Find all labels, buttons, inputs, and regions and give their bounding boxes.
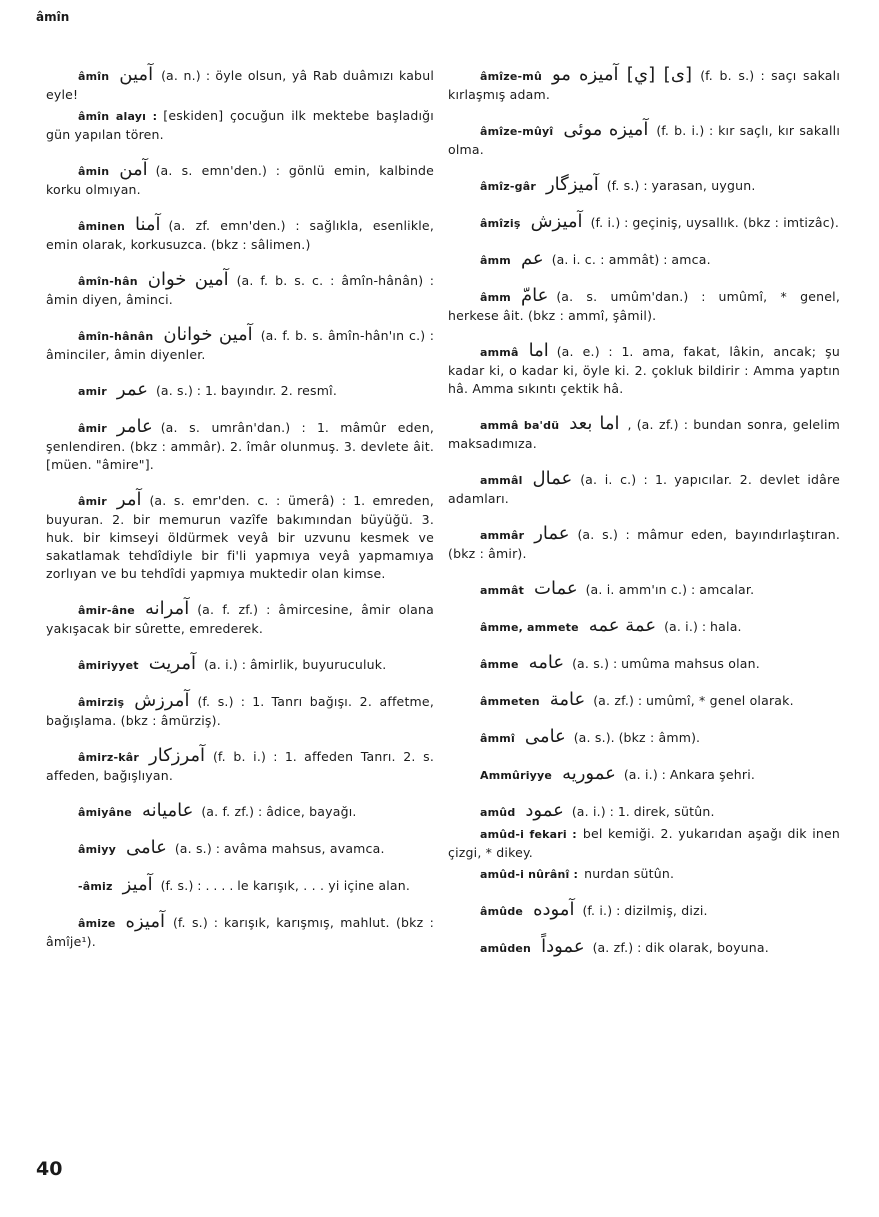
entry-headword: ammâ: [480, 346, 519, 359]
entry-headword: ammâr: [480, 529, 525, 542]
entry-arabic-script: عمار: [534, 523, 570, 544]
entry-definition: (a. n.) : öyle olsun, yâ Rab duâmızı kabul eyle!: [46, 68, 434, 102]
dictionary-entry: [448, 802, 840, 822]
entry-headword: âmir: [78, 422, 107, 435]
entry-arabic-script: آمين خوان: [147, 269, 229, 290]
entry-arabic-script: عمة عمه: [588, 615, 657, 636]
entry-definition: (a. i. c.) : 1. yapıcılar. 2. devlet idâre adamları.: [448, 472, 840, 506]
entry-arabic-script: عمات: [534, 578, 578, 599]
entry-definition: (a. f. b. s. âmîn-hân'ın c.) : âminciler, âmin diyenler.: [46, 328, 435, 362]
entry-headword: amûd-i nûrânî :: [480, 868, 579, 881]
entry-arabic-script: آموده: [533, 899, 575, 920]
entry-arabic-script: اما بعد: [569, 413, 620, 434]
dictionary-entry: [448, 825, 840, 862]
entry-definition: (a. s. emr'den. c. : ümerâ) : 1. emreden, buyuran. 2. bir memurun vazîfe bakımından büyüğü. 3. huk. bir kimseyi öldürmek veyâ bir uzvunu kesmek ve sakatlamak tehdîdiyle bir fi'li yapmıya veyâ yapmamıya zorlıyan ve bu tehdîdi yapmıya muktedir olan kimse.: [46, 493, 434, 581]
dictionary-entry: [448, 213, 840, 233]
entry-headword: âmîze-mûyî: [480, 125, 554, 138]
dictionary-entry: [448, 728, 840, 748]
entry-headword: âmîn: [78, 70, 110, 83]
entry-definition: (a. i.) : âmirlik, buyuruculuk.: [203, 657, 387, 672]
entry-arabic-script: عامة: [549, 689, 586, 710]
dictionary-entry: [448, 525, 840, 563]
entry-arabic-script: عامر: [116, 416, 153, 437]
entry-definition: (a. s.) : avâma mahsus, avamca.: [174, 841, 385, 856]
entry-arabic-script: عامى: [524, 726, 566, 747]
entry-definition: (a. e.) : 1. ama, fakat, lâkin, ancak; şu kadar ki, o kadar ki, öyle ki. 2. çokluk bildirir : Amma yaptın hâ. Amma sıkıntı çektik hâ.: [448, 344, 840, 396]
entry-definition: (f. i.) : geçiniş, uysallık. (bkz : imtizâc).: [590, 215, 840, 230]
dictionary-entry: [448, 765, 840, 785]
dictionary-entry: [46, 913, 434, 951]
dictionary-entry: [46, 655, 434, 675]
dictionary-entry: [448, 617, 840, 637]
entry-headword: amir: [78, 385, 107, 398]
entry-arabic-script: عمود: [525, 800, 564, 821]
entry-headword: ammâl: [480, 474, 523, 487]
page-number: 40: [36, 1158, 63, 1180]
entry-headword: amûd-i fekari :: [480, 828, 577, 841]
entry-arabic-script: آمر: [116, 489, 142, 510]
entry-definition: (f. i.) : dizilmiş, dizi.: [582, 903, 708, 918]
entry-arabic-script: آمين: [119, 64, 154, 85]
entry-arabic-script: آميزش: [530, 211, 583, 232]
entry-arabic-script: آمين خوانان: [163, 324, 253, 345]
entry-arabic-script: عمر: [116, 379, 148, 400]
dictionary-entry: [448, 176, 840, 196]
entry-definition: (a. i.) : Ankara şehri.: [623, 767, 756, 782]
entry-definition: (a. f. b. s. c. : âmîn-hânân) : âmin diyen, âminci.: [46, 273, 434, 307]
left-column: [46, 66, 434, 968]
entry-headword: âmiriyyet: [78, 659, 139, 672]
dictionary-entry: [448, 415, 840, 453]
dictionary-entry: [46, 747, 434, 785]
dictionary-entry: [448, 470, 840, 508]
entry-definition: , (a. zf.) : bundan sonra, gelelim maksadımıza.: [448, 417, 840, 451]
entry-definition: (a. i. c. : ammât) : amca.: [551, 252, 711, 267]
dictionary-entry: [448, 287, 840, 325]
dictionary-entry: [46, 802, 434, 822]
entry-headword: âmîn alayı :: [78, 110, 158, 123]
entry-headword: Ammûriyye: [480, 769, 553, 782]
entry-headword: âmirz-kâr: [78, 751, 140, 764]
entry-definition: (f. s.) : 1. Tanrı bağışı. 2. affetme, bağışlama. (bkz : âmürziş).: [46, 694, 434, 728]
entry-headword: âmiyy: [78, 843, 116, 856]
entry-headword: âmme, ammete: [480, 621, 579, 634]
entry-definition: (f. s.) : karışık, karışmış, mahlut. (bkz : âmîje¹).: [46, 915, 434, 949]
entry-definition: (f. b. s.) : saçı sakalı kırlaşmış adam.: [448, 68, 841, 102]
entry-headword: âmîziş: [480, 217, 521, 230]
entry-definition: (a. s.) : mâmur eden, bayındırlaştıran. (bkz : âmir).: [448, 527, 840, 561]
dictionary-entry: [448, 580, 840, 600]
entry-arabic-script: عامه: [528, 652, 565, 673]
dictionary-entry: [448, 938, 840, 958]
dictionary-entry: [46, 161, 434, 199]
entry-arabic-script: آميز: [122, 874, 153, 895]
entry-arabic-script: عموريه: [562, 763, 616, 784]
entry-definition: (a. s. emn'den.) : gönlü emin, kalbinde korku olmıyan.: [46, 163, 434, 197]
entry-definition: (f. s.) : . . . . le karışık, . . . yi içine alan.: [160, 878, 411, 893]
entry-arabic-script: آمن: [119, 159, 148, 180]
entry-headword: âmin: [78, 165, 110, 178]
entry-definition: (a. f. zf.) : âmircesine, âmir olana yakışacak bir sûrette, emrederek.: [46, 602, 434, 636]
entry-arabic-script: آميزگار: [545, 174, 599, 195]
entry-headword: amûden: [480, 942, 532, 955]
entry-headword: âmirziş: [78, 696, 125, 709]
dictionary-entry: [46, 600, 434, 638]
dictionary-entry: [46, 418, 434, 474]
entry-headword: âmme: [480, 658, 519, 671]
entry-headword: ammâ ba'dü: [480, 419, 560, 432]
entry-definition: (a. zf.) : umûmî, * genel olarak.: [593, 693, 794, 708]
entry-headword: âmîz-gâr: [480, 180, 536, 193]
entry-definition: (a. s. umrân'dan.) : 1. mâmûr eden, şenlendiren. (bkz : ammâr). 2. îmâr olunmuş. 3. devlete âit. [müen. "âmire"].: [46, 420, 434, 472]
entry-definition: (a. zf.) : dik olarak, boyuna.: [592, 940, 769, 955]
entry-headword: âmiyâne: [78, 806, 132, 819]
dictionary-entry: [448, 250, 840, 270]
entry-definition: (a. s.) : umûma mahsus olan.: [572, 656, 760, 671]
entry-headword: âmir: [78, 495, 107, 508]
entry-arabic-script: آمنا: [134, 214, 161, 235]
dictionary-entry: [46, 66, 434, 104]
dictionary-entry: [46, 216, 434, 254]
entry-definition: (f. b. i.) : 1. affeden Tanrı. 2. s. affeden, bağışlıyan.: [46, 749, 434, 783]
dictionary-entry: [46, 107, 434, 144]
dictionary-entry: [448, 66, 840, 104]
entry-arabic-script: آمرزكار: [149, 745, 206, 766]
entry-headword: âmûde: [480, 905, 524, 918]
dictionary-entry: [448, 901, 840, 921]
entry-headword: amûd: [480, 806, 516, 819]
entry-headword: -âmiz: [78, 880, 113, 893]
dictionary-entry: [46, 491, 434, 583]
entry-arabic-script: عاميانه: [141, 800, 194, 821]
dictionary-entry: [448, 691, 840, 711]
dictionary-entry: [448, 342, 840, 398]
entry-definition: bel kemiği. 2. yukarıdan aşağı dik inen çizgi, * dikey.: [448, 826, 840, 860]
entry-headword: ammât: [480, 584, 525, 597]
entry-arabic-script: عمال: [532, 468, 573, 489]
entry-definition: (a. s. umûm'dan.) : umûmî, * genel, herkese âit. (bkz : ammî, şâmil).: [448, 289, 840, 323]
entry-arabic-script: آمرزش: [134, 690, 190, 711]
entry-definition: (a. i. amm'ın c.) : amcalar.: [585, 582, 755, 597]
entry-arabic-script: عم: [520, 248, 544, 269]
entry-headword: âminen: [78, 220, 125, 233]
dictionary-entry: [448, 865, 840, 884]
dictionary-entry: [46, 326, 434, 364]
dictionary-entry: [448, 121, 840, 159]
entry-headword: âmîn-hânân: [78, 330, 154, 343]
entry-definition: (a. s.). (bkz : âmm).: [573, 730, 701, 745]
dictionary-entry: [46, 876, 434, 896]
entry-headword: âmm: [480, 254, 511, 267]
entry-headword: âmir-âne: [78, 604, 135, 617]
entry-arabic-script: آمرانه: [144, 598, 190, 619]
running-head: âmîn: [36, 10, 70, 24]
entry-headword: âmize: [78, 917, 116, 930]
right-column: [448, 66, 840, 975]
entry-headword: âmmeten: [480, 695, 540, 708]
entry-definition: (f. b. i.) : kır saçlı, kır sakallı olma.: [448, 123, 840, 157]
entry-arabic-script: [ى] [ي] آميزه مو: [551, 64, 693, 85]
entry-arabic-script: عموداً: [541, 936, 585, 957]
dictionary-entry: [448, 654, 840, 674]
entry-definition: nurdan sütûn.: [584, 866, 675, 881]
entry-arabic-script: اما: [528, 340, 549, 361]
entry-definition: [eskiden] çocuğun ilk mektebe başladığı gün yapılan tören.: [46, 108, 434, 142]
dictionary-entry: [46, 271, 434, 309]
entry-definition: (a. s.) : 1. bayındır. 2. resmî.: [155, 383, 337, 398]
entry-definition: (a. zf. emn'den.) : sağlıkla, esenlikle, emin olarak, korkusuzca. (bkz : sâlimen.): [46, 218, 434, 252]
entry-headword: âmîze-mû: [480, 70, 542, 83]
entry-arabic-script: آميزه: [125, 911, 165, 932]
dictionary-entry: [46, 839, 434, 859]
entry-arabic-script: عامى: [126, 837, 167, 858]
entry-arabic-script: عامّ: [520, 285, 549, 306]
entry-definition: (a. i.) : hala.: [664, 619, 742, 634]
entry-definition: (a. f. zf.) : âdice, bayağı.: [201, 804, 357, 819]
entry-definition: (f. s.) : yarasan, uygun.: [606, 178, 756, 193]
entry-headword: âmîn-hân: [78, 275, 138, 288]
dictionary-entry: [46, 381, 434, 401]
dictionary-entry: [46, 692, 434, 730]
entry-arabic-script: آمريت: [148, 653, 196, 674]
entry-headword: âmm: [480, 291, 511, 304]
entry-definition: (a. i.) : 1. direk, sütûn.: [571, 804, 715, 819]
entry-arabic-script: آميزه موئى: [563, 119, 649, 140]
entry-headword: âmmî: [480, 732, 515, 745]
